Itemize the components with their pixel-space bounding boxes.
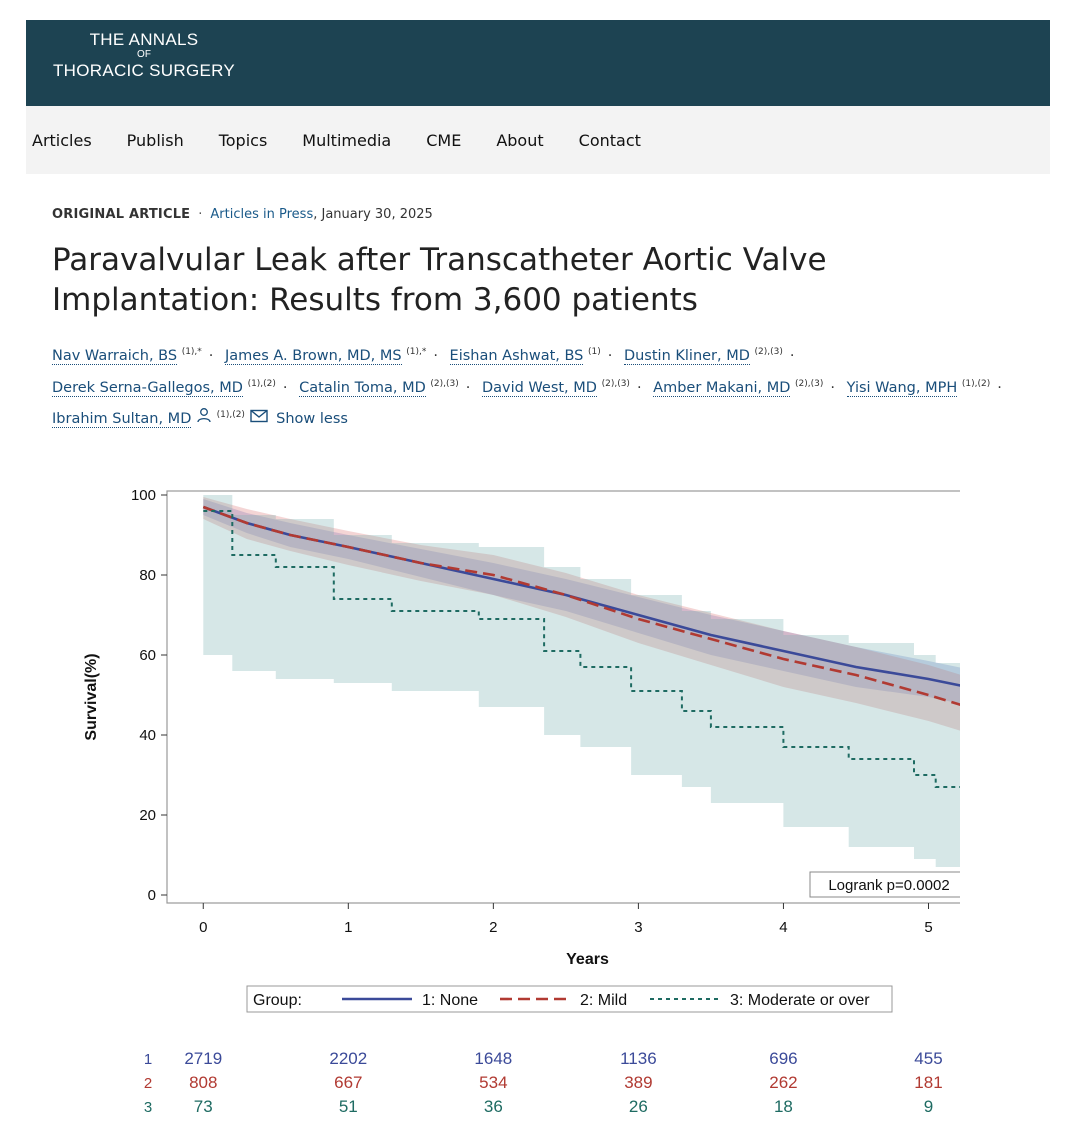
legend-label-1: 1: None — [422, 992, 479, 1009]
article-title — [52, 240, 952, 320]
author-affiliation: (1),(2) — [247, 378, 276, 389]
logo-line-2: OF — [137, 49, 151, 60]
author-separator: · — [636, 379, 642, 396]
risk-count: 26 — [628, 1097, 648, 1116]
risk-count: 262 — [769, 1073, 798, 1092]
author-link[interactable]: Dustin Kliner, MD — [623, 347, 750, 364]
logrank-label: Logrank p=0.0002 — [828, 877, 950, 894]
risk-count: 455 — [914, 1049, 943, 1068]
x-axis-label: Years — [566, 951, 609, 968]
ci-band-3 — [203, 495, 960, 871]
y-tick-label: 40 — [139, 727, 156, 744]
y-tick-label: 0 — [147, 887, 156, 904]
author-separator: · — [433, 347, 438, 364]
nav-cme[interactable]: CME — [426, 130, 462, 150]
author-affiliation: (2),(3) — [430, 378, 459, 389]
x-tick-label: 4 — [779, 919, 788, 936]
article-type: ORIGINAL ARTICLE — [52, 207, 191, 222]
author-separator: · — [789, 347, 795, 364]
risk-count: 36 — [483, 1097, 503, 1116]
risk-count: 2719 — [184, 1049, 223, 1068]
articles-in-press-link[interactable]: Articles in Press — [210, 207, 314, 222]
author — [847, 380, 991, 396]
legend-label-2: 2: Mild — [580, 992, 628, 1009]
author-link[interactable]: Amber Makani, MD — [653, 379, 791, 396]
meta-separator: · — [198, 207, 203, 222]
author-affiliation: (1),(2) — [216, 410, 245, 421]
risk-count: 1648 — [474, 1049, 513, 1068]
envelope-icon[interactable] — [250, 405, 268, 433]
y-tick-label: 80 — [139, 567, 156, 584]
author — [450, 348, 601, 364]
main-nav — [26, 106, 1050, 174]
risk-count: 51 — [338, 1097, 358, 1116]
risk-row-label: 2 — [143, 1075, 153, 1092]
author-link[interactable]: Yisi Wang, MPH — [846, 379, 958, 396]
risk-row-label: 3 — [143, 1099, 153, 1116]
y-tick-label: 100 — [130, 487, 156, 504]
author-affiliation: (1) — [587, 347, 601, 357]
x-tick-label: 1 — [344, 919, 353, 936]
risk-count: 696 — [769, 1049, 798, 1068]
risk-count: 389 — [624, 1073, 653, 1092]
author-affiliation: (1),* — [181, 347, 202, 357]
author-link[interactable]: David West, MD — [481, 379, 597, 396]
logo-line-1: THE ANNALS — [89, 30, 199, 49]
author — [52, 411, 245, 427]
author-link[interactable]: Derek Serna-Gallegos, MD — [52, 379, 243, 396]
risk-row-label: 1 — [143, 1051, 153, 1068]
nav-about[interactable]: About — [496, 130, 544, 150]
risk-count: 9 — [923, 1097, 934, 1116]
legend-title: Group: — [253, 992, 302, 1009]
author-separator: · — [997, 379, 1002, 396]
author-affiliation: (2),(3) — [601, 378, 630, 389]
author-separator: · — [465, 379, 471, 396]
author-separator: · — [830, 379, 836, 396]
nav-publish[interactable]: Publish — [126, 130, 184, 150]
author — [52, 348, 202, 364]
y-tick-label: 60 — [139, 647, 156, 664]
author-link[interactable]: James A. Brown, MD, MS — [225, 347, 402, 364]
author-separator: · — [208, 347, 214, 364]
author-list — [52, 338, 1052, 433]
legend-label-3: 3: Moderate or over — [730, 992, 870, 1009]
author-link[interactable]: Eishan Ashwat, BS — [449, 347, 584, 364]
title-line-2: Implantation: Results from 3,600 patients — [52, 282, 698, 318]
article-meta — [52, 207, 433, 222]
journal-masthead — [26, 20, 1050, 106]
risk-count: 18 — [773, 1097, 793, 1116]
risk-count: 73 — [193, 1097, 213, 1116]
nav-articles[interactable]: Articles — [32, 130, 92, 150]
x-tick-label: 2 — [489, 919, 498, 936]
author-affiliation: (1),(2) — [961, 378, 991, 389]
nav-topics[interactable]: Topics — [218, 130, 268, 150]
x-tick-label: 5 — [924, 919, 933, 936]
author-link[interactable]: Ibrahim Sultan, MD — [52, 411, 192, 428]
risk-count: 667 — [334, 1073, 363, 1092]
author-affiliation: (2),(3) — [795, 378, 824, 389]
journal-logo[interactable] — [52, 30, 236, 80]
y-tick-label: 20 — [139, 807, 156, 824]
article-date: , January 30, 2025 — [313, 207, 433, 222]
author — [653, 380, 823, 396]
person-icon[interactable] — [196, 405, 212, 433]
author-link[interactable]: Catalin Toma, MD — [299, 379, 426, 396]
author — [225, 348, 426, 364]
risk-count: 1136 — [620, 1049, 657, 1068]
author-affiliation: (1),* — [406, 347, 427, 357]
x-tick-label: 0 — [199, 919, 208, 936]
author — [52, 380, 276, 396]
risk-count: 2202 — [329, 1049, 368, 1068]
x-tick-label: 3 — [634, 919, 643, 936]
author-separator: · — [282, 379, 288, 396]
risk-count: 808 — [189, 1073, 218, 1092]
logo-line-3: THORACIC SURGERY — [52, 61, 236, 80]
risk-count: 181 — [914, 1073, 943, 1092]
nav-contact[interactable]: Contact — [578, 130, 641, 150]
risk-count: 534 — [479, 1073, 508, 1092]
survival-chart — [60, 470, 960, 1130]
y-axis-label: Survival(%) — [83, 653, 100, 741]
title-line-1: Paravalvular Leak after Transcatheter Aortic Valve — [52, 242, 827, 278]
author — [299, 380, 459, 396]
author — [482, 380, 630, 396]
author-separator: · — [607, 347, 613, 364]
nav-multimedia[interactable]: Multimedia — [302, 130, 392, 150]
author — [624, 348, 783, 364]
author-link[interactable]: Nav Warraich, BS — [52, 347, 178, 364]
show-less-link[interactable]: Show less — [276, 411, 348, 428]
author-affiliation: (2),(3) — [754, 347, 783, 357]
